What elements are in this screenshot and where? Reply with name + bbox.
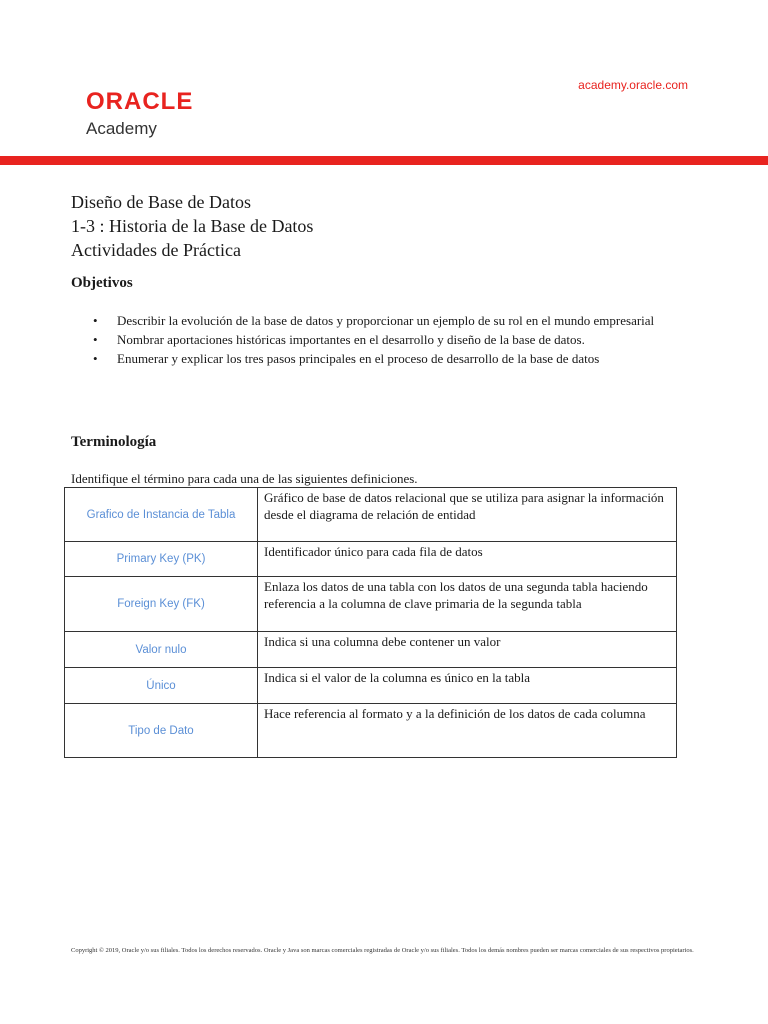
objective-item: • Enumerar y explicar los tres pasos principales en el proceso de desarrollo de la base de datos	[117, 350, 701, 367]
logo-academy-text: Academy	[86, 119, 157, 138]
term-cell: Foreign Key (FK)	[65, 577, 258, 632]
term-cell: Único	[65, 668, 258, 704]
terminology-heading: Terminología	[71, 434, 157, 450]
terminology-intro: Identifique el término para cada una de las siguientes definiciones.	[71, 471, 418, 486]
course-title: Diseño de Base de Datos	[71, 192, 251, 212]
definition-cell: Identificador único para cada fila de datos	[258, 542, 677, 577]
term-cell: Grafico de Instancia de Tabla	[65, 488, 258, 542]
document-title	[71, 190, 313, 262]
activity-title: Actividades de Práctica	[71, 240, 241, 260]
oracle-academy-logo	[86, 88, 193, 140]
academy-site-link[interactable]: academy.oracle.com	[578, 78, 688, 92]
copyright-footer: Copyright © 2019, Oracle y/o sus filiales. Todos los derechos reservados. Oracle y Java son marcas comerciales registradas de Oracle y/o sus filiales. Todos los demás nombres pueden ser marcas comerciales de sus respectivos propietarios.	[71, 947, 694, 954]
definition-cell: Gráfico de base de datos relacional que se utiliza para asignar la información desde el diagrama de relación de entidad	[258, 488, 677, 542]
table-row	[65, 704, 677, 758]
term-cell: Valor nulo	[65, 632, 258, 668]
table-row	[65, 542, 677, 577]
definition-cell: Indica si el valor de la columna es único en la tabla	[258, 668, 677, 704]
objectives-heading: Objetivos	[71, 275, 133, 291]
table-row	[65, 668, 677, 704]
definition-cell: Hace referencia al formato y a la definición de los datos de cada columna	[258, 704, 677, 758]
objective-item: • Describir la evolución de la base de datos y proporcionar un ejemplo de su rol en el mundo empresarial	[117, 312, 701, 329]
definition-cell: Indica si una columna debe contener un valor	[258, 632, 677, 668]
header-divider-bar	[0, 156, 768, 165]
lesson-title: 1-3 : Historia de la Base de Datos	[71, 216, 314, 236]
objective-item: • Nombrar aportaciones históricas importantes en el desarrollo y diseño de la base de datos.	[117, 331, 647, 348]
definition-cell: Enlaza los datos de una tabla con los datos de una segunda tabla haciendo referencia a la columna de clave primaria de la segunda tabla	[258, 577, 677, 632]
table-row	[65, 488, 677, 542]
term-cell: Tipo de Dato	[65, 704, 258, 758]
objectives-list	[71, 312, 701, 369]
terminology-table	[64, 487, 677, 758]
table-row	[65, 577, 677, 632]
table-row	[65, 632, 677, 668]
logo-oracle-text: ORACLE	[86, 88, 194, 115]
term-cell: Primary Key (PK)	[65, 542, 258, 577]
